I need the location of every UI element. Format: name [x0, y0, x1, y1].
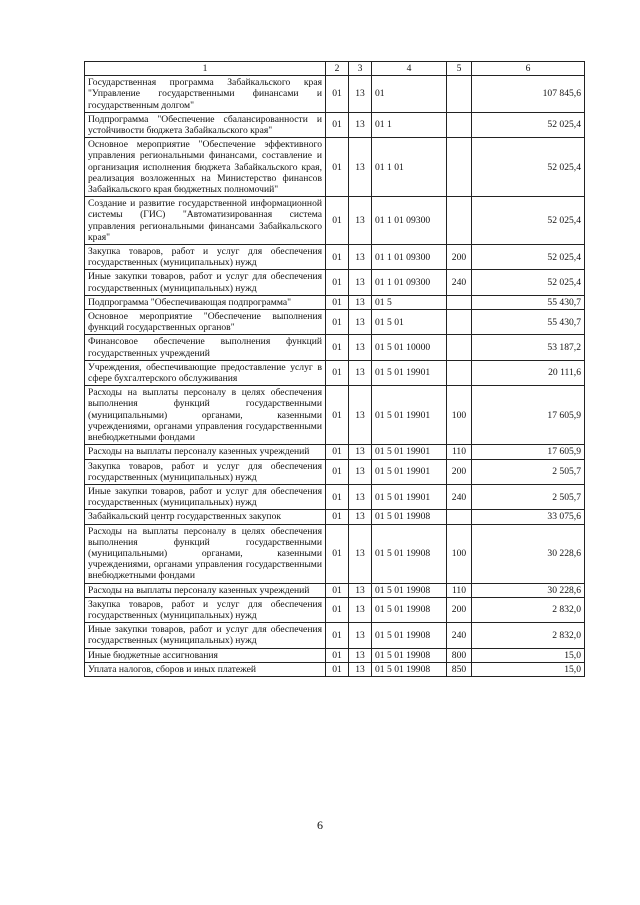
cell-subsection: 13 [349, 510, 372, 524]
cell-section: 01 [326, 197, 349, 245]
cell-target-article: 01 5 01 19908 [372, 597, 447, 622]
cell-amount: 52 025,4 [472, 270, 585, 295]
cell-subsection: 13 [349, 360, 372, 385]
cell-name: Иные закупки товаров, работ и услуг для обеспечения государственных (муниципальных) нужд [85, 270, 326, 295]
cell-target-article: 01 1 01 09300 [372, 197, 447, 245]
cell-name: Подпрограмма "Обеспечение сбалансированности и устойчивости бюджета Забайкальского края" [85, 112, 326, 137]
cell-amount: 15,0 [472, 662, 585, 676]
cell-section: 01 [326, 112, 349, 137]
cell-name: Иные бюджетные ассигнования [85, 648, 326, 662]
cell-name: Закупка товаров, работ и услуг для обеспечения государственных (муниципальных) нужд [85, 459, 326, 484]
table-row [85, 662, 585, 676]
table-row [85, 583, 585, 597]
cell-name: Основное мероприятие "Обеспечение эффективного управления региональными финансами, составление и организация исполнения бюджета Забайкальского края, реализация возложенных на Министерство финансов Забайкальского края бюджетных полномочий" [85, 138, 326, 197]
cell-expense-type: 200 [447, 245, 472, 270]
cell-section: 01 [326, 245, 349, 270]
cell-section: 01 [326, 597, 349, 622]
table-row [85, 360, 585, 385]
cell-section: 01 [326, 484, 349, 509]
cell-amount: 52 025,4 [472, 138, 585, 197]
cell-name: Финансовое обеспечение выполнения функций государственных учреждений [85, 335, 326, 360]
cell-target-article: 01 5 01 19901 [372, 484, 447, 509]
table-row [85, 445, 585, 459]
cell-amount: 2 505,7 [472, 459, 585, 484]
table-row [85, 76, 585, 113]
cell-section: 01 [326, 510, 349, 524]
cell-name: Расходы на выплаты персоналу в целях обеспечения выполнения функций государственными (муниципальными) органами, казенными учреждениями, органами управления государственными внебюджетными фондами [85, 386, 326, 445]
cell-target-article: 01 5 01 19908 [372, 648, 447, 662]
cell-section: 01 [326, 138, 349, 197]
cell-amount: 17 605,9 [472, 445, 585, 459]
cell-section: 01 [326, 459, 349, 484]
cell-amount: 52 025,4 [472, 245, 585, 270]
table-row [85, 295, 585, 309]
cell-subsection: 13 [349, 295, 372, 309]
cell-amount: 107 845,6 [472, 76, 585, 113]
cell-expense-type: 240 [447, 270, 472, 295]
cell-target-article: 01 5 01 19908 [372, 623, 447, 648]
table-row [85, 648, 585, 662]
table-row [85, 386, 585, 445]
cell-expense-type: 110 [447, 583, 472, 597]
table-row [85, 197, 585, 245]
table-row [85, 524, 585, 583]
cell-subsection: 13 [349, 197, 372, 245]
table-row [85, 510, 585, 524]
cell-target-article: 01 5 01 19901 [372, 360, 447, 385]
table-row [85, 597, 585, 622]
cell-target-article: 01 5 01 19908 [372, 524, 447, 583]
cell-target-article: 01 1 01 09300 [372, 245, 447, 270]
table-row [85, 112, 585, 137]
table-row [85, 335, 585, 360]
cell-section: 01 [326, 295, 349, 309]
cell-subsection: 13 [349, 597, 372, 622]
cell-target-article: 01 5 01 10000 [372, 335, 447, 360]
cell-amount: 15,0 [472, 648, 585, 662]
cell-target-article: 01 5 [372, 295, 447, 309]
cell-amount: 2 832,0 [472, 623, 585, 648]
cell-target-article: 01 5 01 19908 [372, 662, 447, 676]
cell-target-article: 01 5 01 [372, 310, 447, 335]
cell-expense-type: 200 [447, 459, 472, 484]
cell-expense-type: 100 [447, 524, 472, 583]
cell-section: 01 [326, 662, 349, 676]
cell-amount: 17 605,9 [472, 386, 585, 445]
cell-subsection: 13 [349, 445, 372, 459]
table-row [85, 245, 585, 270]
cell-subsection: 13 [349, 583, 372, 597]
cell-expense-type: 240 [447, 623, 472, 648]
cell-section: 01 [326, 583, 349, 597]
cell-target-article: 01 5 01 19908 [372, 583, 447, 597]
cell-expense-type [447, 335, 472, 360]
cell-subsection: 13 [349, 386, 372, 445]
cell-expense-type: 100 [447, 386, 472, 445]
cell-target-article: 01 5 01 19901 [372, 445, 447, 459]
page-number: 6 [317, 818, 323, 832]
cell-name: Подпрограмма "Обеспечивающая подпрограмма" [85, 295, 326, 309]
cell-subsection: 13 [349, 484, 372, 509]
cell-expense-type [447, 510, 472, 524]
cell-subsection: 13 [349, 459, 372, 484]
cell-amount: 30 228,6 [472, 524, 585, 583]
table-row [85, 459, 585, 484]
cell-amount: 55 430,7 [472, 295, 585, 309]
cell-section: 01 [326, 524, 349, 583]
cell-expense-type: 110 [447, 445, 472, 459]
cell-expense-type [447, 138, 472, 197]
cell-expense-type [447, 360, 472, 385]
cell-subsection: 13 [349, 245, 372, 270]
cell-name: Основное мероприятие "Обеспечение выполнения функций государственных органов" [85, 310, 326, 335]
table-row [85, 623, 585, 648]
cell-subsection: 13 [349, 623, 372, 648]
cell-expense-type [447, 112, 472, 137]
cell-section: 01 [326, 386, 349, 445]
cell-subsection: 13 [349, 138, 372, 197]
cell-name: Закупка товаров, работ и услуг для обеспечения государственных (муниципальных) нужд [85, 597, 326, 622]
cell-expense-type: 850 [447, 662, 472, 676]
cell-amount: 2 832,0 [472, 597, 585, 622]
cell-amount: 52 025,4 [472, 112, 585, 137]
header-row [85, 62, 585, 76]
cell-name: Государственная программа Забайкальского края "Управление государственными финансами и государственным долгом" [85, 76, 326, 113]
cell-amount: 2 505,7 [472, 484, 585, 509]
cell-subsection: 13 [349, 76, 372, 113]
header-cell-target-article: 4 [372, 62, 447, 76]
cell-subsection: 13 [349, 335, 372, 360]
cell-section: 01 [326, 310, 349, 335]
cell-section: 01 [326, 335, 349, 360]
cell-subsection: 13 [349, 310, 372, 335]
cell-name: Иные закупки товаров, работ и услуг для обеспечения государственных (муниципальных) нужд [85, 484, 326, 509]
cell-name: Уплата налогов, сборов и иных платежей [85, 662, 326, 676]
cell-expense-type [447, 197, 472, 245]
table-row [85, 138, 585, 197]
cell-amount: 55 430,7 [472, 310, 585, 335]
cell-amount: 53 187,2 [472, 335, 585, 360]
cell-amount: 33 075,6 [472, 510, 585, 524]
cell-target-article: 01 5 01 19908 [372, 510, 447, 524]
cell-name: Расходы на выплаты персоналу казенных учреждений [85, 445, 326, 459]
cell-name: Иные закупки товаров, работ и услуг для обеспечения государственных (муниципальных) нужд [85, 623, 326, 648]
cell-name: Забайкальский центр государственных закупок [85, 510, 326, 524]
cell-section: 01 [326, 623, 349, 648]
cell-target-article: 01 5 01 19901 [372, 386, 447, 445]
header-cell-subsection: 3 [349, 62, 372, 76]
header-cell-expense-type: 5 [447, 62, 472, 76]
cell-expense-type [447, 295, 472, 309]
cell-target-article: 01 5 01 19901 [372, 459, 447, 484]
cell-subsection: 13 [349, 524, 372, 583]
cell-section: 01 [326, 445, 349, 459]
cell-section: 01 [326, 648, 349, 662]
cell-subsection: 13 [349, 662, 372, 676]
cell-amount: 52 025,4 [472, 197, 585, 245]
cell-subsection: 13 [349, 648, 372, 662]
cell-target-article: 01 1 01 09300 [372, 270, 447, 295]
table-row [85, 310, 585, 335]
cell-name: Закупка товаров, работ и услуг для обеспечения государственных (муниципальных) нужд [85, 245, 326, 270]
cell-expense-type [447, 76, 472, 113]
header-cell-name: 1 [85, 62, 326, 76]
cell-target-article: 01 1 01 [372, 138, 447, 197]
table-row [85, 484, 585, 509]
cell-expense-type: 200 [447, 597, 472, 622]
cell-expense-type [447, 310, 472, 335]
cell-target-article: 01 [372, 76, 447, 113]
cell-section: 01 [326, 270, 349, 295]
cell-expense-type: 240 [447, 484, 472, 509]
cell-name: Расходы на выплаты персоналу в целях обеспечения выполнения функций государственными (муниципальными) органами, казенными учреждениями, органами управления государственными внебюджетными фондами [85, 524, 326, 583]
cell-section: 01 [326, 360, 349, 385]
cell-expense-type: 800 [447, 648, 472, 662]
header-cell-section: 2 [326, 62, 349, 76]
cell-name: Создание и развитие государственной информационной системы (ГИС) "Автоматизированная система управления региональными финансами Забайкальского края" [85, 197, 326, 245]
cell-target-article: 01 1 [372, 112, 447, 137]
cell-amount: 30 228,6 [472, 583, 585, 597]
cell-amount: 20 111,6 [472, 360, 585, 385]
cell-subsection: 13 [349, 112, 372, 137]
cell-section: 01 [326, 76, 349, 113]
cell-name: Расходы на выплаты персоналу казенных учреждений [85, 583, 326, 597]
header-cell-amount: 6 [472, 62, 585, 76]
budget-table [84, 61, 585, 677]
cell-subsection: 13 [349, 270, 372, 295]
table-row [85, 270, 585, 295]
cell-name: Учреждения, обеспечивающие предоставление услуг в сфере бухгалтерского обслуживания [85, 360, 326, 385]
